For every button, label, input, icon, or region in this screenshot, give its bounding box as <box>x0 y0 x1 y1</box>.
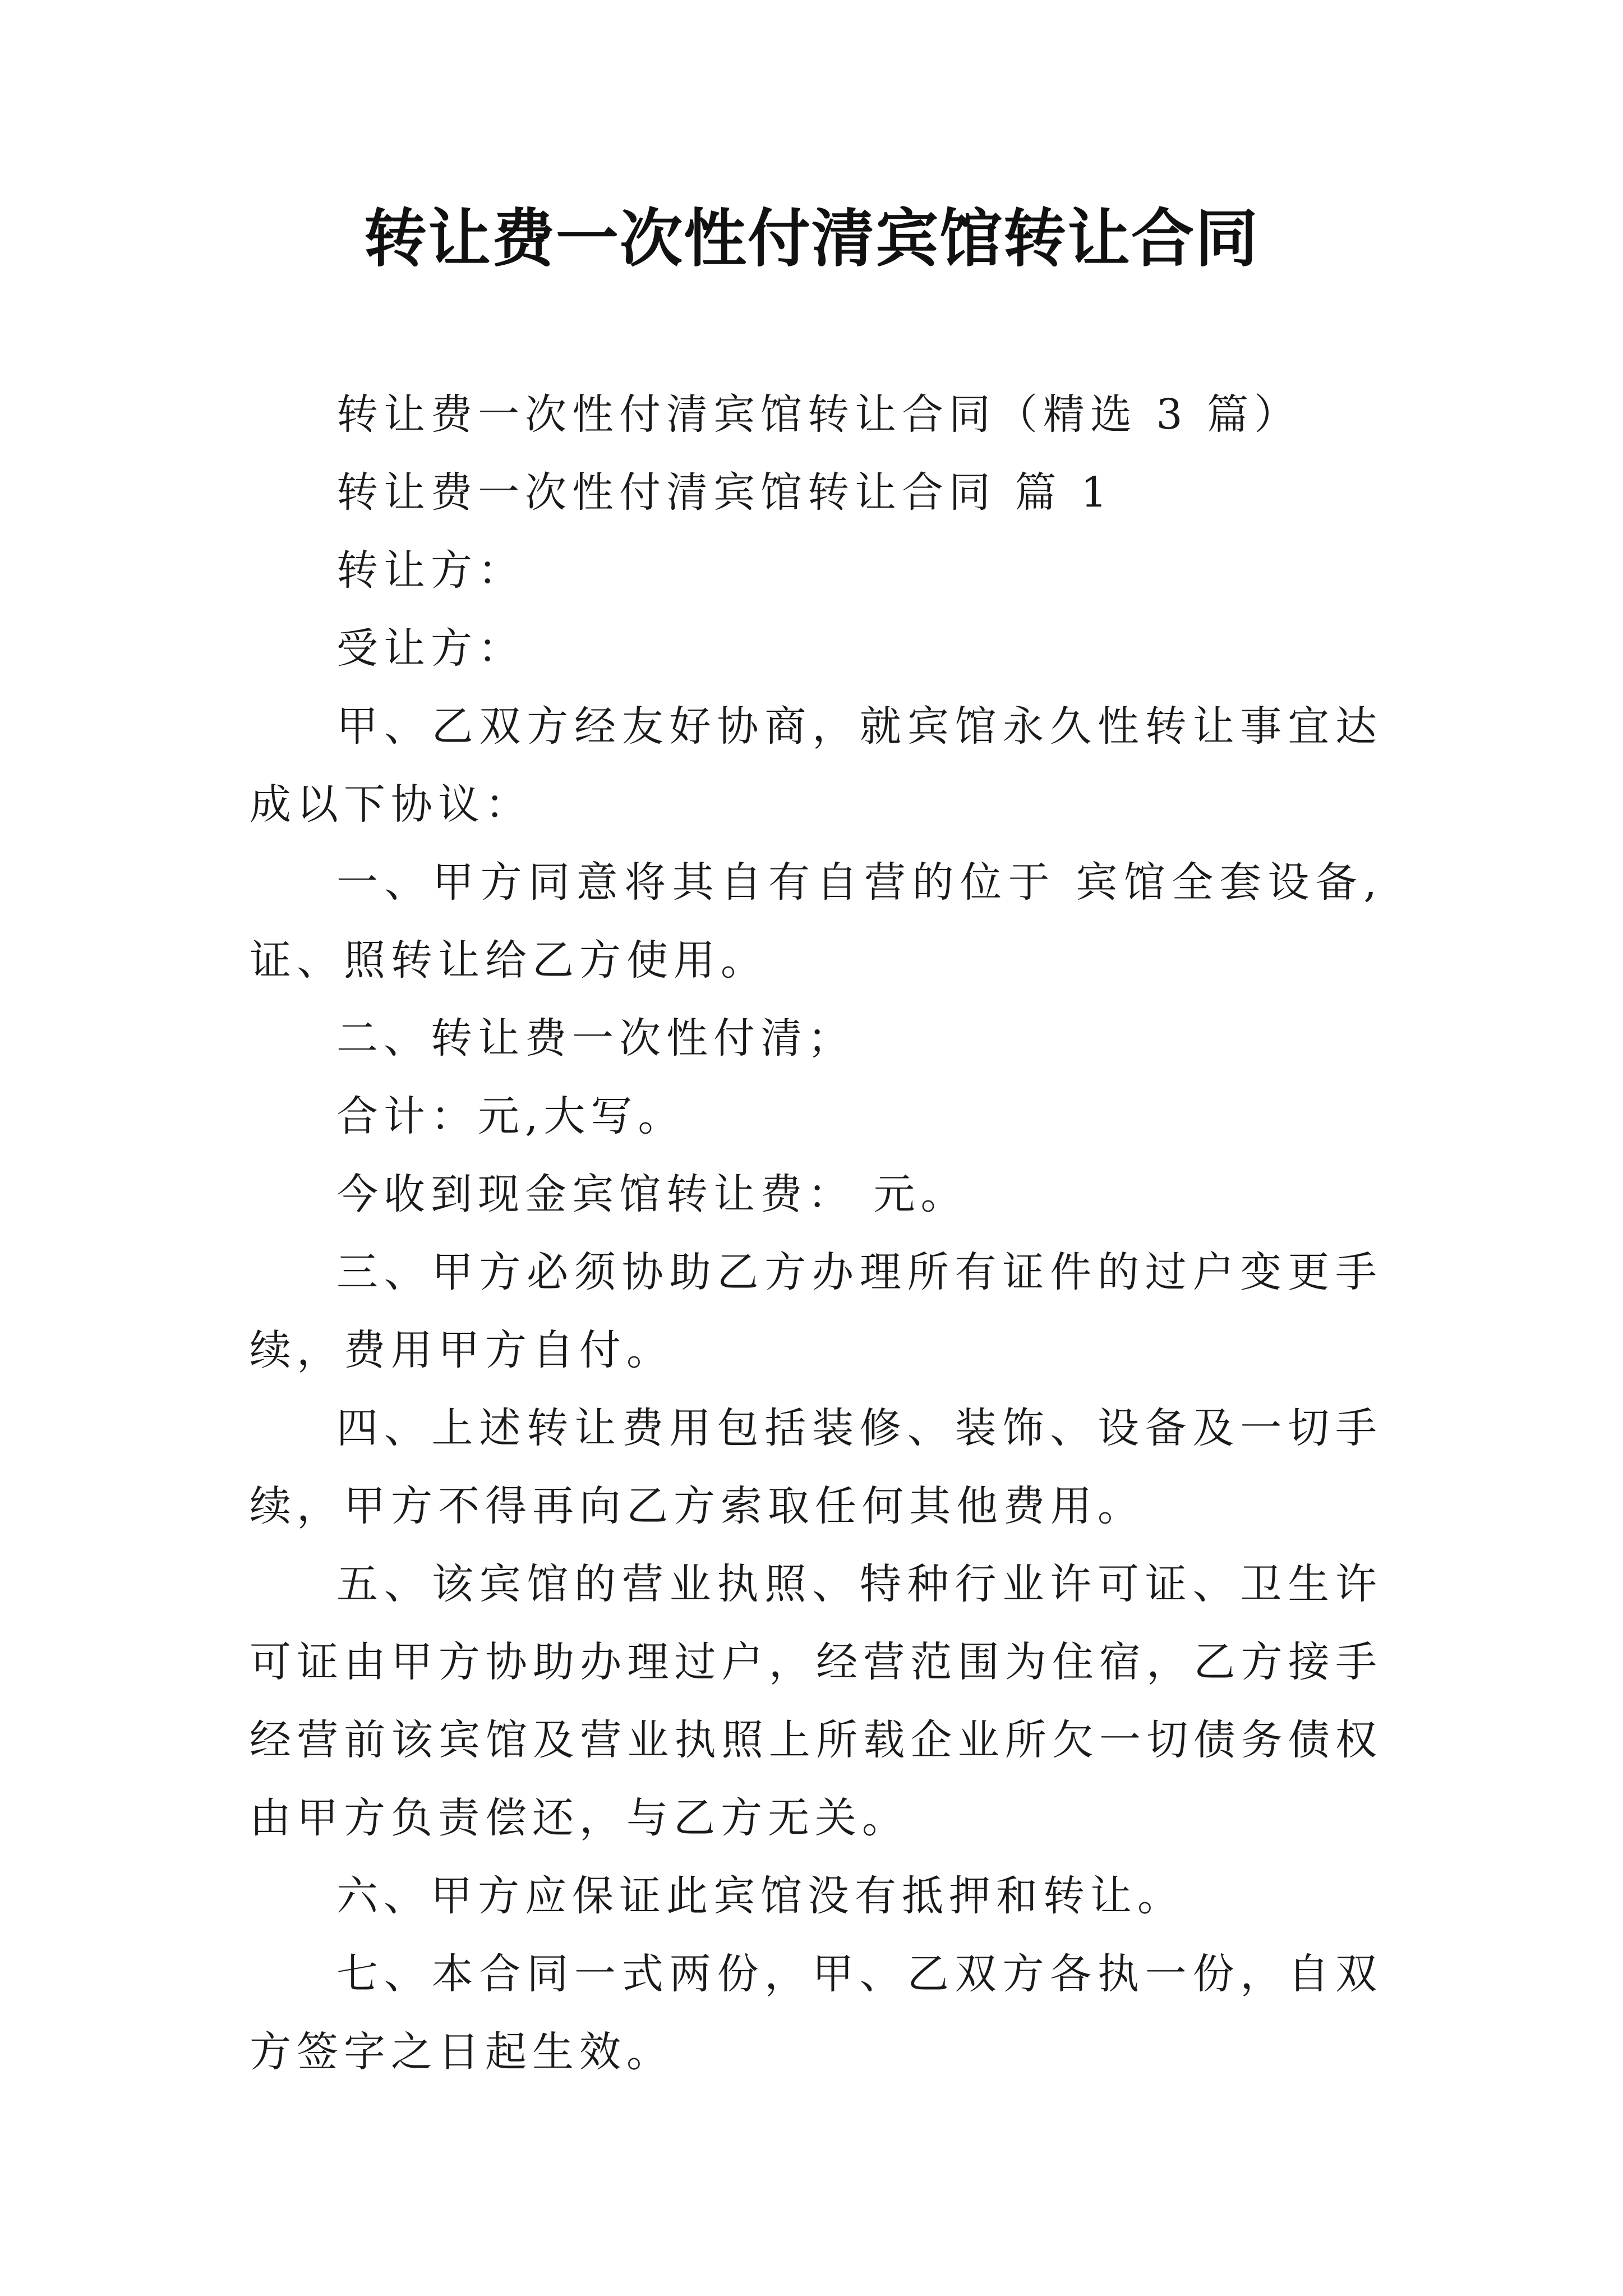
paragraph-clause-4: 四、上述转让费用包括装修、装饰、设备及一切手续，甲方不得再向乙方索取任何其他费用。 <box>250 1404 1382 1530</box>
paragraph-clause-7: 七、本合同一式两份，甲、乙双方各执一份，自双方签字之日起生效。 <box>250 1950 1382 2076</box>
paragraph-clause-3: 三、甲方必须协助乙方办理所有证件的过户变更手续，费用甲方自付。 <box>250 1248 1382 1374</box>
paragraph-clause-6: 六、甲方应保证此宾馆没有抵押和转让。 <box>336 1872 1184 1920</box>
paragraph-collection-title: 转让费一次性付清宾馆转让合同（精选 3 篇） <box>336 390 1302 439</box>
paragraph-clause-5: 五、该宾馆的营业执照、特种行业许可证、卫生许可证由甲方协助办理过户，经营范围为住宿，乙方接手经营前该宾馆及营业执照上所载企业所欠一切债务债权由甲方负责偿还，与乙方无关。 <box>250 1560 1382 1842</box>
paragraph-preamble: 甲、乙双方经友好协商，就宾馆永久性转让事宜达成以下协议： <box>250 702 1382 829</box>
paragraph-transferor: 转让方： <box>336 546 525 595</box>
paragraph-clause-2: 二、转让费一次性付清； <box>336 1014 855 1062</box>
paragraph-total: 合计：元,大写。 <box>336 1092 685 1140</box>
document-body <box>250 376 1382 2091</box>
paragraph-transferee: 受让方： <box>336 624 525 673</box>
paragraph-receipt: 今收到现金宾馆转让费： 元。 <box>336 1170 968 1218</box>
paragraph-part-heading: 转让费一次性付清宾馆转让合同 篇 1 <box>336 468 1113 517</box>
document-title: 转让费一次性付清宾馆转让合同 <box>364 202 1259 275</box>
paragraph-clause-1: 一、甲方同意将其自有自营的位于 宾馆全套设备,证、照转让给乙方使用。 <box>250 858 1382 984</box>
